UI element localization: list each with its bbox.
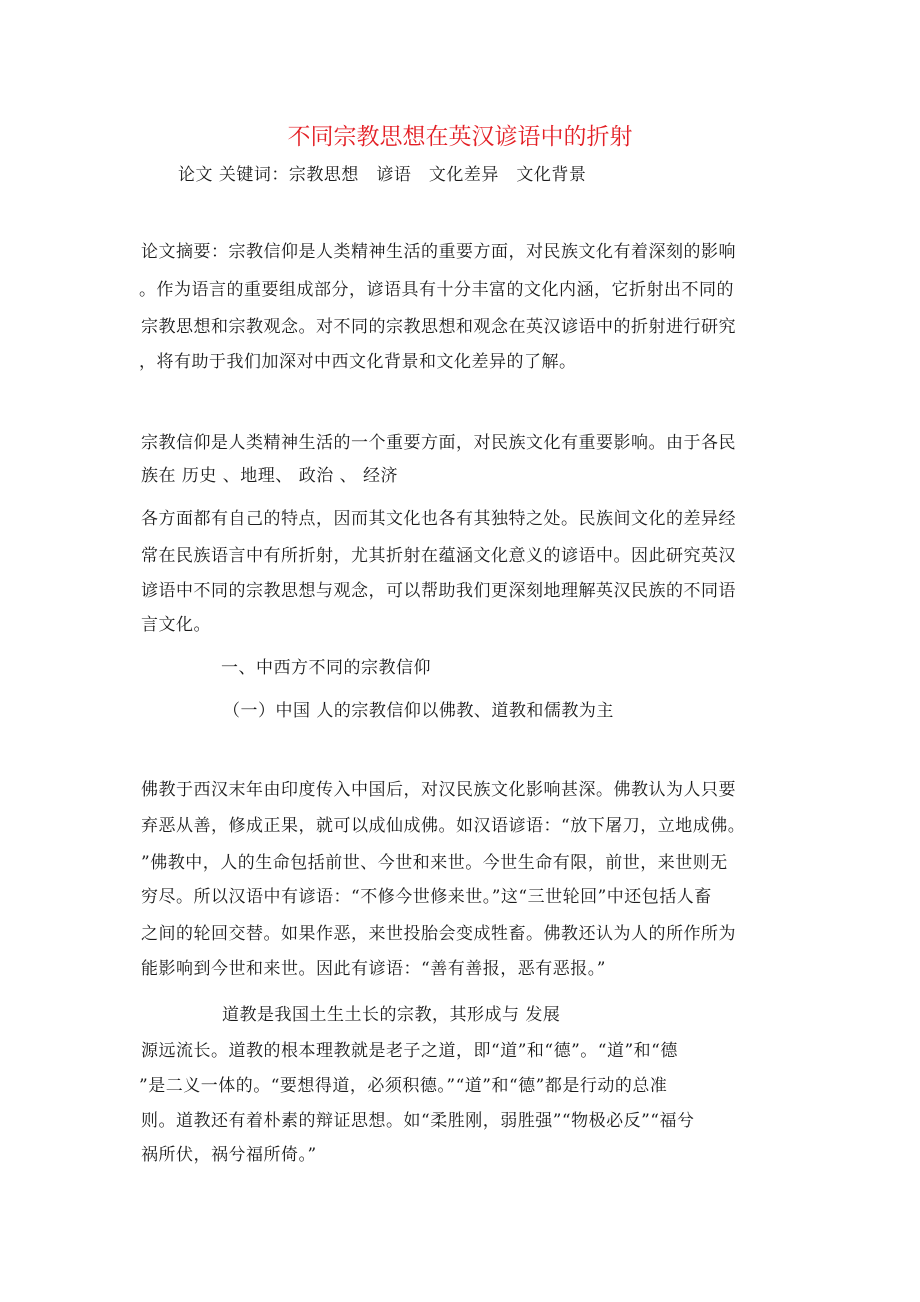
taoism-line: 祸所伏，祸兮福所倚。” <box>141 1145 317 1165</box>
document-title: 不同宗教思想在英汉谚语中的折射 <box>287 124 633 150</box>
buddhism-line: 能影响到今世和来世。因此有谚语：“善有善报，恶有恶报。” <box>141 959 606 979</box>
intro-line: 言文化。 <box>141 615 211 635</box>
intro-line: 族在 历史 、地理、 政治 、 经济 <box>141 466 399 486</box>
keywords-line: 论文 关键词：宗教思想 谚语 文化差异 文化背景 <box>178 165 587 185</box>
taoism-line: ”是二义一体的。“要想得道，必须积德。”“道”和“德”都是行动的总准 <box>139 1076 668 1096</box>
intro-line: 宗教信仰是人类精神生活的一个重要方面，对民族文化有重要影响。由于各民 <box>141 433 736 453</box>
buddhism-line: 穷尽。所以汉语中有谚语：“不修今世修来世。”这“三世轮回”中还包括人畜 <box>141 887 712 907</box>
abstract-line: ，将有助于我们加深对中西文化背景和文化差异的了解。 <box>139 352 577 372</box>
taoism-line: 则。道教还有着朴素的辩证思想。如“柔胜刚，弱胜强”“物极必反”“福兮 <box>141 1111 695 1131</box>
buddhism-line: 之间的轮回交替。如果作恶，来世投胎会变成牲畜。佛教还认为人的所作所为 <box>141 924 736 944</box>
subsection-heading: （一）中国 人的宗教信仰以佛教、道教和儒教为主 <box>223 701 614 721</box>
intro-line: 各方面都有自己的特点，因而其文化也各有其独特之处。民族间文化的差异经 <box>141 509 736 529</box>
abstract-line: 宗教思想和宗教观念。对不同的宗教思想和观念在英汉谚语中的折射进行研究 <box>141 317 736 337</box>
buddhism-line: 佛教于西汉末年由印度传入中国后，对汉民族文化影响甚深。佛教认为人只要 <box>141 780 736 800</box>
buddhism-line: 弃恶从善，修成正果，就可以成仙成佛。如汉语谚语：“放下屠刀，立地成佛。 <box>141 816 746 836</box>
intro-line: 常在民族语言中有所折射，尤其折射在蕴涵文化意义的谚语中。因此研究英汉 <box>141 546 736 566</box>
taoism-first-line: 道教是我国土生土长的宗教，其形成与 发展 <box>222 1005 561 1025</box>
intro-line: 谚语中不同的宗教思想与观念，可以帮助我们更深刻地理解英汉民族的不同语 <box>141 581 736 601</box>
abstract-line: 论文摘要：宗教信仰是人类精神生活的重要方面，对民族文化有着深刻的影响 <box>141 242 736 262</box>
section-heading: 一、中西方不同的宗教信仰 <box>221 658 431 678</box>
abstract-line: 。作为语言的重要组成部分，谚语具有十分丰富的文化内涵，它折射出不同的 <box>139 280 734 300</box>
taoism-line: 源远流长。道教的根本理教就是老子之道，即“道”和“德”。“道”和“德 <box>141 1041 678 1061</box>
buddhism-line: ”佛教中，人的生命包括前世、今世和来世。今世生命有限，前世，来世则无 <box>141 853 728 873</box>
